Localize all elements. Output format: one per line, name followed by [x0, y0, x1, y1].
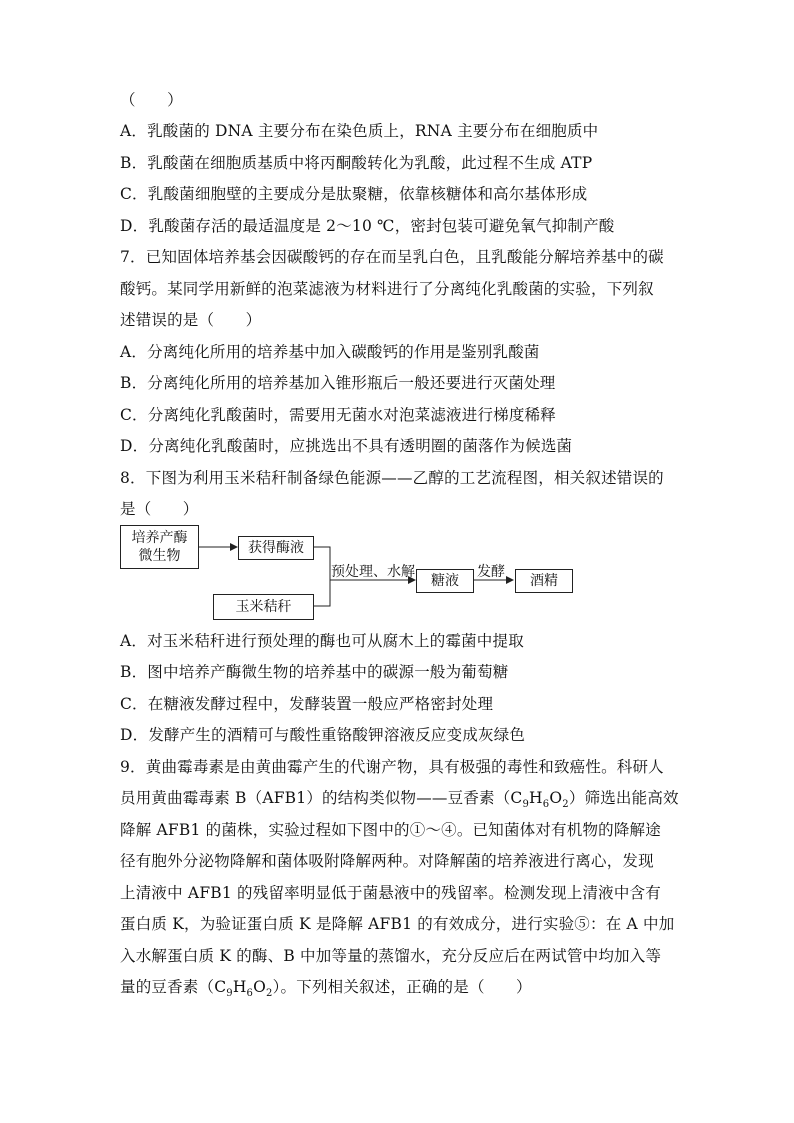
q7-option-a: A．分离纯化所用的培养基中加入碳酸钙的作用是鉴别乳酸菌 [120, 343, 540, 361]
q9-stem-line4: 径有胞外分泌物降解和菌体吸附降解两种。对降解菌的培养液进行离心，发现 [120, 852, 654, 870]
box-alcohol: 酒精 [515, 569, 573, 593]
q8-option-a: A．对玉米秸秆进行预处理的酶也可从腐木上的霉菌中提取 [120, 632, 524, 650]
q6-option-d: D．乳酸菌存活的最适温度是 2～10 ℃，密封包装可避免氧气抑制产酸 [120, 217, 615, 235]
q7-option-b: B．分离纯化所用的培养基加入锥形瓶后一般还要进行灭菌处理 [120, 374, 556, 392]
q8-option-c: C．在糖液发酵过程中，发酵装置一般应严格密封处理 [120, 695, 494, 713]
box-enzyme-microbe [120, 525, 199, 569]
q7-stem-line3: 述错误的是（ ） [120, 311, 262, 329]
q8-option-d: D．发酵产生的酒精可与酸性重铬酸钾溶液反应变成灰绿色 [120, 726, 526, 744]
q9-stem-line8: 量的豆香素$(C_9H_6O_2)$。下列相关叙述，正确的是（ ） [120, 978, 532, 1000]
q9-stem-line2: 员用黄曲霉毒素 B（AFB1）的结构类似物——豆香素$(C_9H_6O_2)$筛选出能高效 [120, 789, 679, 811]
q6-option-c: C．乳酸菌细胞壁的主要成分是肽聚糖，依靠核糖体和高尔基体形成 [120, 185, 588, 203]
q8-stem-line2: 是（ ） [120, 500, 199, 518]
box-sugar-solution: 糖液 [416, 569, 474, 593]
label-pretreat-hydrolysis: 预处理、水解 [331, 564, 415, 580]
q7-option-c: C．分离纯化乳酸菌时，需要用无菌水对泡菜滤液进行梯度稀释 [120, 406, 556, 424]
box-enzyme-solution: 获得酶液 [238, 536, 314, 560]
q9-stem-line5: 上清液中 AFB1 的残留率明显低于菌悬液中的残留率。检测发现上清液中含有 [120, 884, 661, 902]
q8-stem-line1: 8．下图为利用玉米秸秆制备绿色能源——乙醇的工艺流程图，相关叙述错误的 [120, 469, 664, 487]
label-fermentation: 发酵 [477, 564, 505, 580]
q6-option-b: B．乳酸菌在细胞质基质中将丙酮酸转化为乳酸，此过程不生成 ATP [120, 154, 593, 172]
q7-stem-line2: 酸钙。某同学用新鲜的泡菜滤液为材料进行了分离纯化乳酸菌的实验，下列叙 [120, 280, 654, 298]
box-enzyme-microbe-line1: 培养产酶 [131, 530, 188, 546]
q6-option-a: A．乳酸菌的 DNA 主要分布在染色质上，RNA 主要分布在细胞质中 [120, 122, 599, 140]
q6-answer-blank: （ ） [120, 91, 183, 109]
q8-option-b: B．图中培养产酶微生物的培养基中的碳源一般为葡萄糖 [120, 663, 509, 681]
q9-stem-line3: 降解 AFB1 的菌株，实验过程如下图中的①～④。已知菌体对有机物的降解途 [120, 821, 661, 839]
merge-bracket [313, 547, 330, 606]
box-corn-straw: 玉米秸秆 [213, 594, 314, 620]
q9-stem-line6: 蛋白质 K，为验证蛋白质 K 是降解 AFB1 的有效成分，进行实验⑤：在 A 中加 [120, 915, 675, 933]
q9-stem-line1: 9．黄曲霉毒素是由黄曲霉产生的代谢产物，具有极强的毒性和致癌性。科研人 [120, 758, 664, 776]
q9-stem-line7: 入水解蛋白质 K 的酶、B 中加等量的蒸馏水，充分反应后在两试管中均加入等 [120, 947, 662, 965]
process-flow-diagram [118, 522, 588, 626]
q7-option-d: D．分离纯化乳酸菌时，应挑选出不具有透明圈的菌落作为候选菌 [120, 437, 573, 455]
q7-stem-line1: 7．已知固体培养基会因碳酸钙的存在而呈乳白色，且乳酸能分解培养基中的碳 [120, 248, 664, 266]
box-enzyme-microbe-line2: 微生物 [138, 548, 181, 564]
